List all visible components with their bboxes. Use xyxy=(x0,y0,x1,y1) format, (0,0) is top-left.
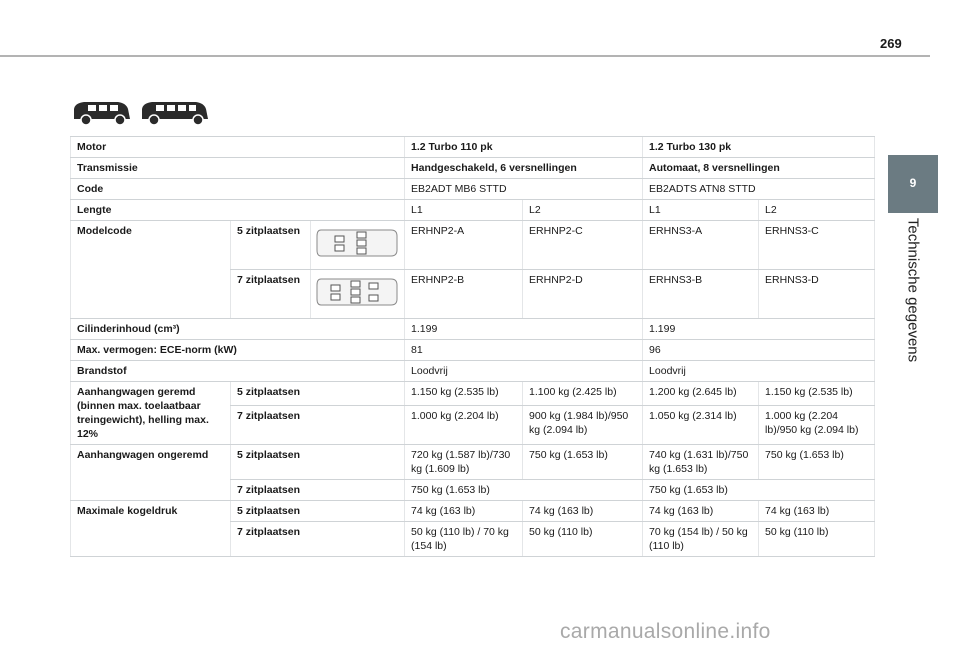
row-label: Aanhangwagen geremd (binnen max. toelaatbaar treingewicht), helling max. 12% xyxy=(71,382,231,445)
table-row xyxy=(71,319,875,340)
chapter-number: 9 xyxy=(909,176,917,190)
cell: 74 kg (163 lb) xyxy=(523,501,643,522)
row-label: Motor xyxy=(71,137,405,158)
cell: 96 xyxy=(643,340,875,361)
table-row xyxy=(71,221,875,270)
seat-layout-7-icon xyxy=(311,270,405,319)
cell: 1.199 xyxy=(643,319,875,340)
cell: ERHNP2-D xyxy=(523,270,643,319)
cell: ERHNS3-D xyxy=(759,270,875,319)
cell: Loodvrij xyxy=(405,361,643,382)
cell: 1.000 kg (2.204 lb) xyxy=(405,405,523,444)
chapter-title: Technische gegevens xyxy=(904,217,922,363)
table-row xyxy=(71,200,875,221)
row-label: Code xyxy=(71,179,405,200)
cell: 74 kg (163 lb) xyxy=(405,501,523,522)
cell: 81 xyxy=(405,340,643,361)
seats-label: 7 zitplaatsen xyxy=(231,480,405,501)
cell: 750 kg (1.653 lb) xyxy=(405,480,643,501)
cell: 1.2 Turbo 110 pk xyxy=(405,137,643,158)
cell: Loodvrij xyxy=(643,361,875,382)
cell: 1.2 Turbo 130 pk xyxy=(643,137,875,158)
cell: L1 xyxy=(643,200,759,221)
table-row xyxy=(71,501,875,522)
van-silhouette-icon xyxy=(72,97,212,129)
cell: 750 kg (1.653 lb) xyxy=(759,445,875,480)
row-label: Max. vermogen: ECE-norm (kW) xyxy=(71,340,405,361)
watermark: carmanualsonline.info xyxy=(560,620,771,643)
cell: 1.100 kg (2.425 lb) xyxy=(523,382,643,406)
cell: 74 kg (163 lb) xyxy=(643,501,759,522)
cell: 1.050 kg (2.314 lb) xyxy=(643,405,759,444)
cell: ERHNS3-B xyxy=(643,270,759,319)
cell: 740 kg (1.631 lb)/750 kg (1.653 lb) xyxy=(643,445,759,480)
row-label: Modelcode xyxy=(71,221,231,319)
cell: 1.200 kg (2.645 lb) xyxy=(643,382,759,406)
cell: 50 kg (110 lb) xyxy=(759,522,875,557)
cell: L2 xyxy=(759,200,875,221)
cell: 1.150 kg (2.535 lb) xyxy=(759,382,875,406)
van-silhouettes xyxy=(72,97,212,134)
row-label: Lengte xyxy=(71,200,405,221)
seats-label: 5 zitplaatsen xyxy=(231,221,311,270)
cell: ERHNP2-C xyxy=(523,221,643,270)
cell: 1.150 kg (2.535 lb) xyxy=(405,382,523,406)
row-label: Maximale kogeldruk xyxy=(71,501,231,557)
table-row xyxy=(71,361,875,382)
seats-label: 5 zitplaatsen xyxy=(231,382,405,406)
cell: L2 xyxy=(523,200,643,221)
top-divider xyxy=(0,55,930,57)
table-row xyxy=(71,158,875,179)
table-row xyxy=(71,382,875,406)
table-row xyxy=(71,445,875,480)
cell: 750 kg (1.653 lb) xyxy=(643,480,875,501)
cell: 1.000 kg (2.204 lb)/950 kg (2.094 lb) xyxy=(759,405,875,444)
cell: 50 kg (110 lb) xyxy=(523,522,643,557)
seats-label: 5 zitplaatsen xyxy=(231,445,405,480)
cell: L1 xyxy=(405,200,523,221)
cell: 750 kg (1.653 lb) xyxy=(523,445,643,480)
row-label: Transmissie xyxy=(71,158,405,179)
table-row xyxy=(71,179,875,200)
seat-layout-5-icon xyxy=(311,221,405,270)
cell: ERHNS3-C xyxy=(759,221,875,270)
cell: ERHNP2-B xyxy=(405,270,523,319)
page-number: 269 xyxy=(880,36,902,51)
table-row xyxy=(71,340,875,361)
technical-spec-table xyxy=(70,136,875,557)
cell: ERHNS3-A xyxy=(643,221,759,270)
seats-label: 7 zitplaatsen xyxy=(231,405,405,444)
cell: EB2ADTS ATN8 STTD xyxy=(643,179,875,200)
cell: Handgeschakeld, 6 versnellingen xyxy=(405,158,643,179)
row-label: Cilinderinhoud (cm³) xyxy=(71,319,405,340)
cell: 74 kg (163 lb) xyxy=(759,501,875,522)
cell: 900 kg (1.984 lb)/950 kg (2.094 lb) xyxy=(523,405,643,444)
row-label: Brandstof xyxy=(71,361,405,382)
cell: 720 kg (1.587 lb)/730 kg (1.609 lb) xyxy=(405,445,523,480)
cell: 1.199 xyxy=(405,319,643,340)
seats-label: 7 zitplaatsen xyxy=(231,522,405,557)
seats-label: 5 zitplaatsen xyxy=(231,501,405,522)
cell: EB2ADT MB6 STTD xyxy=(405,179,643,200)
cell: 50 kg (110 lb) / 70 kg (154 lb) xyxy=(405,522,523,557)
seats-label: 7 zitplaatsen xyxy=(231,270,311,319)
cell: 70 kg (154 lb) / 50 kg (110 lb) xyxy=(643,522,759,557)
row-label: Aanhangwagen ongeremd xyxy=(71,445,231,501)
cell: ERHNP2-A xyxy=(405,221,523,270)
table-row xyxy=(71,137,875,158)
cell: Automaat, 8 versnellingen xyxy=(643,158,875,179)
